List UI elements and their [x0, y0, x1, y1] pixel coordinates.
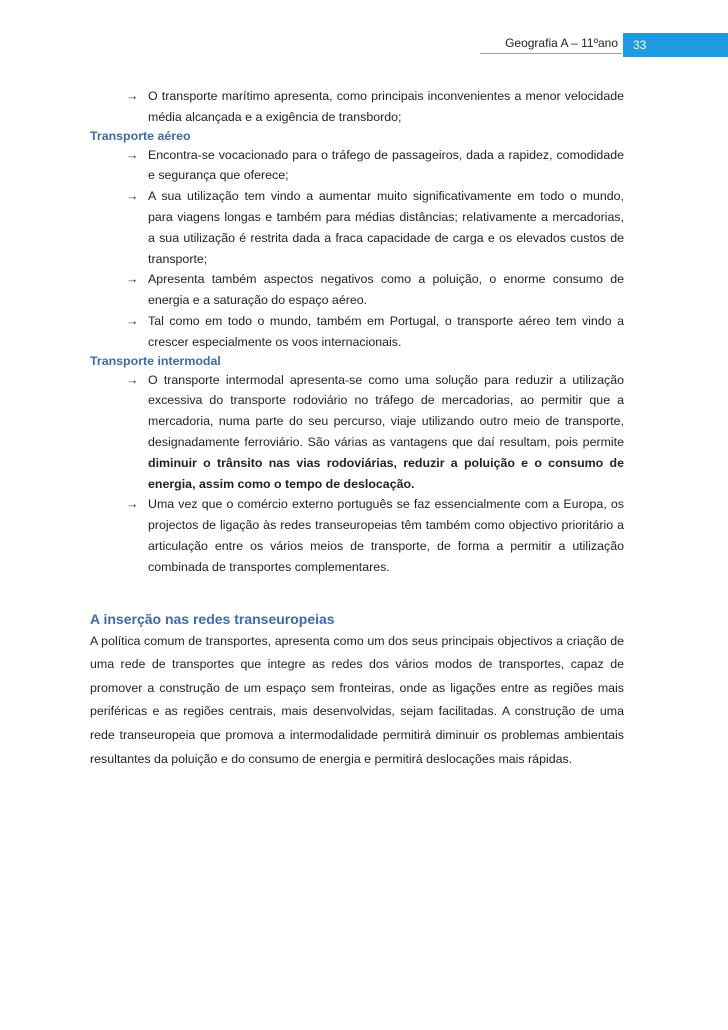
page-number-badge [623, 33, 728, 57]
bullet-text: Encontra-se vocacionado para o tráfego de passageiros, dada a rapidez, comodidade e segurança que oferece; [148, 147, 624, 183]
arrow-icon: → [126, 497, 139, 512]
bullet-text: O transporte marítimo apresenta, como principais inconvenientes a menor velocidade média alcançada e a exigência de transbordo; [148, 89, 624, 124]
bullet-aereo-1 [126, 145, 624, 187]
bullet-aereo-3 [126, 269, 624, 311]
arrow-icon: → [126, 89, 139, 103]
page-number: 33 [633, 38, 647, 52]
arrow-icon: → [126, 189, 139, 204]
bullet-bold-text: diminuir o trânsito nas vias rodoviárias, reduzir a poluição e o consumo de energia, assim como o tempo de deslocação. [148, 455, 624, 491]
bullet-intermodal-2 [126, 494, 624, 577]
bullet-maritimo [126, 86, 624, 128]
heading-transporte-intermodal: Transporte intermodal [90, 353, 221, 368]
bullet-text: Tal como em todo o mundo, também em Portugal, o transporte aéreo tem vindo a crescer especialmente os voos internacionais. [148, 313, 624, 349]
arrow-icon: → [126, 272, 139, 287]
arrow-icon: → [126, 372, 139, 387]
bullet-aereo-2 [126, 186, 624, 269]
paragraph-redes: A política comum de transportes, apresenta como um dos seus principais objectivos a criação de uma rede de transportes que integre as redes dos vários modos de transportes, capaz de promover a construção de um espaço sem fronteiras, onde as ligações entre as regiões mais periféricas e as regiões centrais, mais desenvolvidas, sejam facilitadas. A construção de uma rede transeuropeia que promova a intermodalidade permitirá diminuir os problemas ambientais resultantes da poluição e do consumo de energia e permitirá deslocações mais rápidas. [90, 633, 624, 766]
bullet-intermodal-1 [126, 370, 624, 495]
arrow-icon: → [126, 147, 139, 162]
bullet-text: Uma vez que o comércio externo português se faz essencialmente com a Europa, os projectos de ligação às redes transeuropeias têm também como objectivo prioritário a articulação entre os vários meios de transporte, de forma a permitir a utilização combinada de transportes complementares. [148, 497, 624, 574]
bullet-text: Apresenta também aspectos negativos como a poluição, o enorme consumo de energia e a saturação do espaço aéreo. [148, 272, 624, 308]
document-body [90, 86, 624, 771]
page-header [0, 0, 728, 56]
header-title: Geografia A – 11ºano [505, 36, 618, 50]
header-divider [480, 53, 622, 54]
bullet-text: O transporte intermodal apresenta-se como uma solução para reduzir a utilização excessiva do transporte rodoviário no tráfego de mercadorias, ao permitir que a mercadoria, numa parte do seu percurso, viaje utilizando outro meio de transporte, designadamente ferroviário. São várias as vantagens que daí resultam, pois permite [148, 372, 624, 449]
bullet-aereo-4 [126, 311, 624, 353]
heading-transporte-aereo: Transporte aéreo [90, 128, 191, 143]
bullet-text: A sua utilização tem vindo a aumentar muito significativamente em todo o mundo, para viagens longas e também para médias distâncias; relativamente a mercadorias, a sua utilização é restrita dada a fraca capacidade de carga e os elevados custos de transporte; [148, 189, 624, 266]
arrow-icon: → [126, 313, 139, 328]
section-title-redes: A inserção nas redes transeuropeias [90, 610, 335, 627]
